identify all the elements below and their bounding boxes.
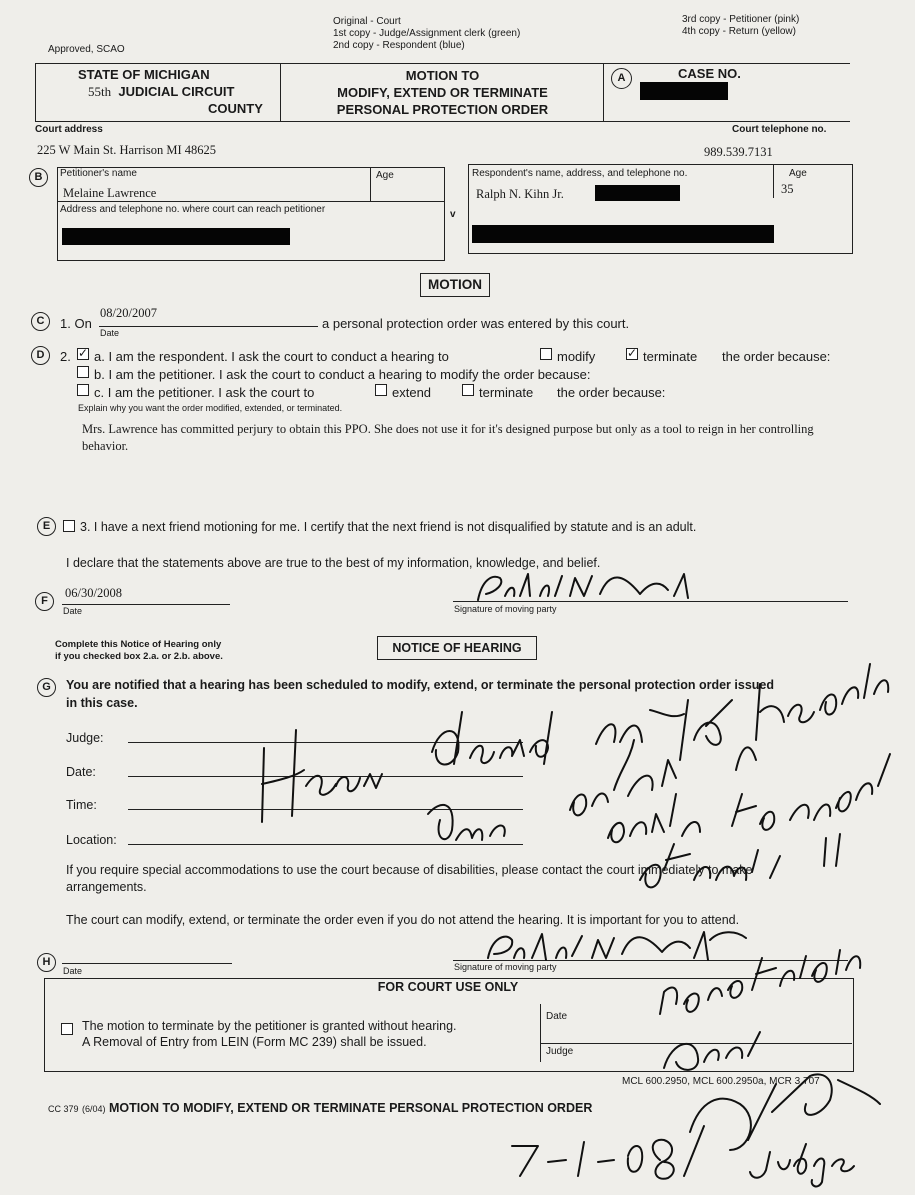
petitioner-modify-checkbox[interactable] (77, 366, 89, 378)
respondent-age: 35 (781, 182, 794, 196)
granted-checkbox[interactable] (61, 1023, 73, 1035)
judge-label: Judge: (66, 731, 104, 745)
petitioner-name-label: Petitioner's name (60, 168, 137, 179)
copy-line: 2nd copy - Respondent (blue) (333, 40, 465, 51)
signed-date: 06/30/2008 (65, 586, 122, 600)
terminate-checkbox[interactable]: ✓ (627, 346, 638, 360)
section-f-marker: F (35, 592, 54, 611)
note-line: Complete this Notice of Hearing only (55, 639, 222, 650)
court-use-judge-label: Judge (546, 1046, 574, 1057)
respondent-age-label: Age (789, 168, 807, 179)
copy-line: 1st copy - Judge/Assignment clerk (green) (333, 28, 521, 39)
petitioner-address-label: Address and telephone no. where court can reach petitioner (60, 204, 326, 215)
petitioner-name: Melaine Lawrence (63, 186, 157, 200)
petitioner-checkbox[interactable] (77, 384, 89, 396)
terminate-c-label: terminate (479, 385, 534, 400)
judge-word-handwritten (760, 1150, 763, 1151)
section-d-marker: D (31, 346, 50, 365)
item1-date-caption: Date (100, 328, 120, 338)
respondent-name: Ralph N. Kihn Jr. (476, 187, 564, 201)
signed-date-caption: Date (63, 606, 83, 616)
court-use-heading: FOR COURT USE ONLY (377, 980, 519, 994)
title-line: MODIFY, EXTEND OR TERMINATE (337, 85, 548, 100)
court-phone-label: Court telephone no. (732, 124, 827, 135)
item1-prefix: 1. On (60, 316, 92, 331)
option-a-text: a. I am the respondent. I ask the court to conduct a hearing to (94, 349, 449, 364)
versus-label: v (450, 209, 456, 220)
case-number-redacted (640, 82, 728, 100)
title-line: PERSONAL PROTECTION ORDER (336, 102, 549, 117)
complete-notice-note (55, 639, 223, 663)
explain-label: Explain why you want the order modified, extended, or terminated. (78, 403, 343, 413)
terminate-label: terminate (643, 349, 698, 364)
section-e-marker: E (37, 517, 56, 536)
section-h-marker: H (37, 953, 56, 972)
circuit-number: 55th (88, 84, 112, 99)
title-line: MOTION TO (405, 68, 480, 83)
circuit-line (88, 84, 234, 100)
explanation-text: Mrs. Lawrence has committed perjury to obtain this PPO. She does not use it for it's designed purpose but only as a tool to reign in her controlling behavior. (82, 422, 814, 453)
hearing-location-label: Location: (66, 833, 117, 847)
hearing-date-label: Date: (66, 765, 96, 779)
granted-text (82, 1018, 457, 1050)
court-address-label: Court address (35, 124, 103, 135)
petitioner-age-label: Age (376, 170, 394, 181)
respondent-address-redacted (472, 225, 774, 243)
item1-order-date: 08/20/2007 (100, 306, 157, 320)
accommodations-line: If you require special accommodations to use the court because of disabilities, please contact the court immediately to make (66, 863, 753, 877)
mcl-reference: MCL 600.2950, MCL 600.2950a, MCR 3.707 (622, 1076, 820, 1087)
notified-line: You are notified that a hearing has been scheduled to modify, extend, or terminate the personal protection order issued (66, 678, 774, 692)
note-line: if you checked box 2.a. or 2.b. above. (55, 651, 223, 662)
motion-heading: MOTION (420, 273, 490, 297)
footer-form-title: MOTION TO MODIFY, EXTEND OR TERMINATE PERSONAL PROTECTION ORDER (109, 1101, 593, 1115)
form-title (300, 67, 585, 118)
court-phone: 989.539.7131 (704, 145, 773, 159)
extend-label: extend (392, 385, 432, 400)
hearing-time-label: Time: (66, 798, 97, 812)
modify-label: modify (557, 349, 596, 364)
terminate-c-checkbox[interactable] (462, 384, 474, 396)
notice-date-caption: Date (63, 966, 83, 976)
case-no-label: CASE NO. (678, 66, 741, 81)
received-stamp (684, 466, 842, 574)
granted-line: The motion to terminate by the petitioner is granted without hearing. (82, 1019, 457, 1033)
notified-line: in this case. (66, 696, 138, 710)
court-use-date-label: Date (546, 1011, 568, 1022)
accommodations-text (66, 862, 856, 896)
section-a-marker: A (611, 68, 632, 89)
option-b-text: b. I am the petitioner. I ask the court to conduct a hearing to modify the order because: (94, 367, 591, 382)
declaration-text: I declare that the statements above are true to the best of my information, knowledge, and belief. (66, 556, 601, 570)
county-label: COUNTY (208, 101, 263, 116)
accommodations-line: arrangements. (66, 880, 147, 894)
respondent-label: Respondent's name, address, and telephone no. (472, 168, 688, 179)
petitioner-address-redacted (62, 228, 290, 245)
extend-checkbox[interactable] (375, 384, 387, 396)
item3-text: 3. I have a next friend motioning for me. I certify that the next friend is not disqualified by statute and is an adult. (80, 520, 697, 534)
form-id: CC 379 (48, 1104, 79, 1114)
copies-left (333, 16, 520, 52)
respondent-phone-redacted (595, 185, 680, 201)
order-because-c-label: the order because: (557, 385, 666, 400)
circuit-label: JUDICIAL CIRCUIT (118, 84, 235, 99)
next-friend-checkbox[interactable] (63, 520, 75, 532)
granted-line: A Removal of Entry from LEIN (Form MC 239) shall be issued. (82, 1035, 427, 1049)
notified-text (66, 676, 856, 712)
section-g-marker: G (37, 678, 56, 697)
modify-checkbox[interactable] (540, 348, 552, 360)
section-c-marker: C (31, 312, 50, 331)
signature-caption: Signature of moving party (454, 604, 557, 614)
option-c-text: c. I am the petitioner. I ask the court to (94, 385, 315, 400)
item2-number: 2. (60, 349, 71, 364)
copy-line: Original - Court (333, 16, 401, 27)
ruling-date-handwritten (520, 1150, 523, 1151)
court-address: 225 W Main St. Harrison MI 48625 (37, 143, 217, 157)
notice-signature-caption: Signature of moving party (454, 962, 557, 972)
approved-scao: Approved, SCAO (48, 44, 125, 55)
order-because-label: the order because: (722, 349, 831, 364)
notice-heading: NOTICE OF HEARING (377, 636, 537, 660)
copies-right (682, 14, 799, 38)
item1-suffix: a personal protection order was entered by this court. (322, 316, 630, 331)
form-revision: (6/04) (82, 1104, 106, 1114)
attend-text: The court can modify, extend, or terminate the order even if you do not attend the hearing. It is important for you to attend. (66, 913, 740, 927)
section-b-marker: B (29, 168, 48, 187)
state-label: STATE OF MICHIGAN (78, 67, 210, 82)
form-footer (48, 1101, 592, 1115)
copy-line: 3rd copy - Petitioner (pink) (682, 14, 800, 25)
respondent-checkbox[interactable]: ✓ (78, 346, 89, 360)
copy-line: 4th copy - Return (yellow) (682, 26, 796, 37)
